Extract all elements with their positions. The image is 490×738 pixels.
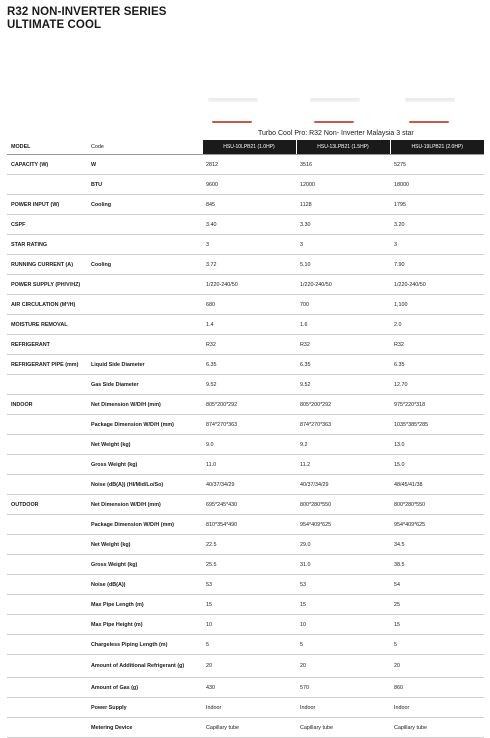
table-row — [7, 455, 484, 475]
row-value: 1,100 — [390, 295, 484, 315]
row-attribute: Max Pipe Height (m) — [87, 615, 202, 635]
table-row — [7, 335, 484, 355]
row-section: AIR CIRCULATION (M³/H) — [7, 295, 87, 315]
row-value: 570 — [296, 678, 390, 698]
row-value: 54 — [390, 575, 484, 595]
model-name: HSU-10LPB21 (1.0HP) — [202, 140, 296, 155]
row-value: 40/37/34/29 — [202, 475, 296, 495]
table-row — [7, 275, 484, 295]
row-value: 800*280*550 — [390, 495, 484, 515]
row-value: Indoor — [202, 698, 296, 718]
row-value: 25 — [390, 595, 484, 615]
product-image-1 — [208, 98, 258, 102]
row-value: 12000 — [296, 175, 390, 195]
row-value: 695*245*430 — [202, 495, 296, 515]
row-value: 5 — [296, 635, 390, 655]
row-section: POWER SUPPLY (PH/V/HZ) — [7, 275, 87, 295]
row-attribute: Gross Weight (kg) — [87, 555, 202, 575]
row-value: 1.4 — [202, 315, 296, 335]
row-section — [7, 635, 87, 655]
row-attribute: Amount of Additional Refrigerant (g) — [87, 655, 202, 678]
row-value: Capillary tube — [202, 718, 296, 738]
table-row — [7, 295, 484, 315]
row-attribute — [87, 275, 202, 295]
row-attribute: Net Weight (kg) — [87, 535, 202, 555]
row-value: 20 — [296, 655, 390, 678]
row-value: 5 — [202, 635, 296, 655]
row-attribute: Net Dimension W/D/H (mm) — [87, 395, 202, 415]
row-value: 20 — [202, 655, 296, 678]
row-section — [7, 535, 87, 555]
row-section — [7, 575, 87, 595]
row-value: 10 — [202, 615, 296, 635]
row-value: 805*200*292 — [296, 395, 390, 415]
row-value: 3.30 — [296, 215, 390, 235]
row-value: 805*200*292 — [202, 395, 296, 415]
row-value: 3.72 — [202, 255, 296, 275]
row-value: 1035*385*285 — [390, 415, 484, 435]
row-value: 700 — [296, 295, 390, 315]
accent-line-1 — [212, 121, 252, 123]
row-value: 40/37/34/29 — [296, 475, 390, 495]
row-value: 430 — [202, 678, 296, 698]
table-row — [7, 395, 484, 415]
row-attribute: Amount of Gas (g) — [87, 678, 202, 698]
row-attribute — [87, 215, 202, 235]
row-value: 845 — [202, 195, 296, 215]
row-value: 6.35 — [296, 355, 390, 375]
row-section: POWER INPUT (W) — [7, 195, 87, 215]
row-attribute: Package Dimension W/D/H (mm) — [87, 415, 202, 435]
row-value: 31.0 — [296, 555, 390, 575]
row-attribute: Net Weight (kg) — [87, 435, 202, 455]
row-section — [7, 718, 87, 738]
row-value: 5275 — [390, 155, 484, 175]
table-row — [7, 315, 484, 335]
row-section — [7, 615, 87, 635]
row-value: 3 — [202, 235, 296, 255]
row-value: 1/220-240/50 — [390, 275, 484, 295]
table-row — [7, 215, 484, 235]
row-attribute: Noise (dB(A)) (HI/Mid/Lo/So) — [87, 475, 202, 495]
row-value: 9.2 — [296, 435, 390, 455]
row-section — [7, 175, 87, 195]
table-row — [7, 475, 484, 495]
heading-line-2: ULTIMATE COOL — [7, 19, 102, 31]
table-row — [7, 655, 484, 678]
row-value: 15.0 — [390, 455, 484, 475]
row-attribute — [87, 295, 202, 315]
row-attribute: Liquid Side Diameter — [87, 355, 202, 375]
row-attribute: Package Dimension W/D/H (mm) — [87, 515, 202, 535]
heading-line-1: R32 NON-INVERTER SERIES — [7, 6, 167, 18]
row-value: 3.20 — [390, 215, 484, 235]
row-section: CSPF — [7, 215, 87, 235]
row-value: Indoor — [296, 698, 390, 718]
model-name: HSU-19LPB21 (2.0HP) — [390, 140, 484, 155]
row-section — [7, 595, 87, 615]
spec-table — [7, 140, 484, 738]
row-section — [7, 375, 87, 395]
row-value: 15 — [296, 595, 390, 615]
row-value: 10 — [296, 615, 390, 635]
row-value: 3 — [390, 235, 484, 255]
row-value: 6.35 — [202, 355, 296, 375]
row-value: 11.0 — [202, 455, 296, 475]
row-value: 2.0 — [390, 315, 484, 335]
table-row — [7, 555, 484, 575]
row-value: 11.2 — [296, 455, 390, 475]
row-value: 9.0 — [202, 435, 296, 455]
row-value: 1/220-240/50 — [202, 275, 296, 295]
row-section — [7, 415, 87, 435]
row-attribute: Metering Device — [87, 718, 202, 738]
product-image-3 — [405, 98, 455, 102]
row-attribute: Net Dimension W/D/H (mm) — [87, 495, 202, 515]
row-value: 3516 — [296, 155, 390, 175]
accent-line-2 — [314, 121, 354, 123]
row-value: 3 — [296, 235, 390, 255]
row-section — [7, 698, 87, 718]
table-row — [7, 415, 484, 435]
row-attribute: Chargeless Piping Length (m) — [87, 635, 202, 655]
row-value: 12.70 — [390, 375, 484, 395]
row-value: 9.52 — [296, 375, 390, 395]
row-value: 34.5 — [390, 535, 484, 555]
row-section: OUTDOOR — [7, 495, 87, 515]
model-name: HSU-13LPB21 (1.5HP) — [296, 140, 390, 155]
row-attribute — [87, 315, 202, 335]
row-value: Indoor — [390, 698, 484, 718]
row-attribute — [87, 335, 202, 355]
page-heading — [7, 6, 167, 32]
row-value: 800*280*550 — [296, 495, 390, 515]
row-value: 5.10 — [296, 255, 390, 275]
row-section: RUNNING CURRENT (A) — [7, 255, 87, 275]
row-value: 25.5 — [202, 555, 296, 575]
row-section — [7, 515, 87, 535]
row-value: 975*220*318 — [390, 395, 484, 415]
row-value: 874*270*363 — [296, 415, 390, 435]
row-value: R32 — [202, 335, 296, 355]
row-section — [7, 555, 87, 575]
row-section — [7, 455, 87, 475]
row-section: INDOOR — [7, 395, 87, 415]
table-row — [7, 575, 484, 595]
row-value: 53 — [296, 575, 390, 595]
row-value: 954*409*625 — [390, 515, 484, 535]
table-row — [7, 635, 484, 655]
table-row — [7, 435, 484, 455]
row-value: 3.40 — [202, 215, 296, 235]
row-value: 954*409*625 — [296, 515, 390, 535]
table-row — [7, 255, 484, 275]
row-value: 9.52 — [202, 375, 296, 395]
series-title: Turbo Cool Pro: R32 Non- Inverter Malaysia 3 star — [258, 130, 414, 137]
table-row — [7, 355, 484, 375]
row-value: 2812 — [202, 155, 296, 175]
row-value: Capillary tube — [296, 718, 390, 738]
row-value: 29.0 — [296, 535, 390, 555]
row-value: 48/45/41/38 — [390, 475, 484, 495]
row-value: 1.6 — [296, 315, 390, 335]
row-value: 680 — [202, 295, 296, 315]
row-attribute: Gross Weight (kg) — [87, 455, 202, 475]
code-label: Code — [87, 140, 202, 155]
row-value: 38.5 — [390, 555, 484, 575]
table-row — [7, 515, 484, 535]
row-attribute: Power Supply — [87, 698, 202, 718]
row-value: R32 — [390, 335, 484, 355]
row-section — [7, 435, 87, 455]
table-row — [7, 698, 484, 718]
row-value: 13.0 — [390, 435, 484, 455]
row-value: 1/220-240/50 — [296, 275, 390, 295]
row-value: R32 — [296, 335, 390, 355]
row-section: CAPACITY (W) — [7, 155, 87, 175]
row-value: 1795 — [390, 195, 484, 215]
row-value: 874*270*363 — [202, 415, 296, 435]
table-row — [7, 718, 484, 738]
row-value: 15 — [390, 615, 484, 635]
table-row — [7, 678, 484, 698]
row-attribute: W — [87, 155, 202, 175]
row-value: 810*354*490 — [202, 515, 296, 535]
row-attribute: Max Pipe Length (m) — [87, 595, 202, 615]
row-value: 18000 — [390, 175, 484, 195]
row-attribute: Cooling — [87, 255, 202, 275]
row-value: 860 — [390, 678, 484, 698]
row-attribute — [87, 235, 202, 255]
row-section: STAR RATING — [7, 235, 87, 255]
product-image-2 — [310, 98, 360, 102]
table-row — [7, 195, 484, 215]
row-value: 9600 — [202, 175, 296, 195]
row-value: 20 — [390, 655, 484, 678]
row-value: 7.90 — [390, 255, 484, 275]
row-attribute: Gas Side Diameter — [87, 375, 202, 395]
row-value: 6.35 — [390, 355, 484, 375]
row-section: MOISTURE REMOVAL — [7, 315, 87, 335]
row-value: 5 — [390, 635, 484, 655]
table-row — [7, 595, 484, 615]
row-section — [7, 678, 87, 698]
table-row — [7, 375, 484, 395]
table-row — [7, 535, 484, 555]
row-value: 1128 — [296, 195, 390, 215]
row-section: REFRIGERANT — [7, 335, 87, 355]
table-row — [7, 235, 484, 255]
row-attribute: BTU — [87, 175, 202, 195]
table-row — [7, 175, 484, 195]
row-value: 15 — [202, 595, 296, 615]
row-section: REFRIGERANT PIPE (mm) — [7, 355, 87, 375]
row-value: Capillary tube — [390, 718, 484, 738]
row-value: 22.5 — [202, 535, 296, 555]
table-row — [7, 155, 484, 175]
table-row — [7, 615, 484, 635]
table-row — [7, 495, 484, 515]
row-section — [7, 475, 87, 495]
row-section — [7, 655, 87, 678]
row-value: 53 — [202, 575, 296, 595]
accent-line-3 — [409, 121, 449, 123]
row-attribute: Cooling — [87, 195, 202, 215]
model-label: MODEL — [7, 140, 87, 155]
row-attribute: Noise (dB(A)) — [87, 575, 202, 595]
header-row — [7, 140, 484, 155]
